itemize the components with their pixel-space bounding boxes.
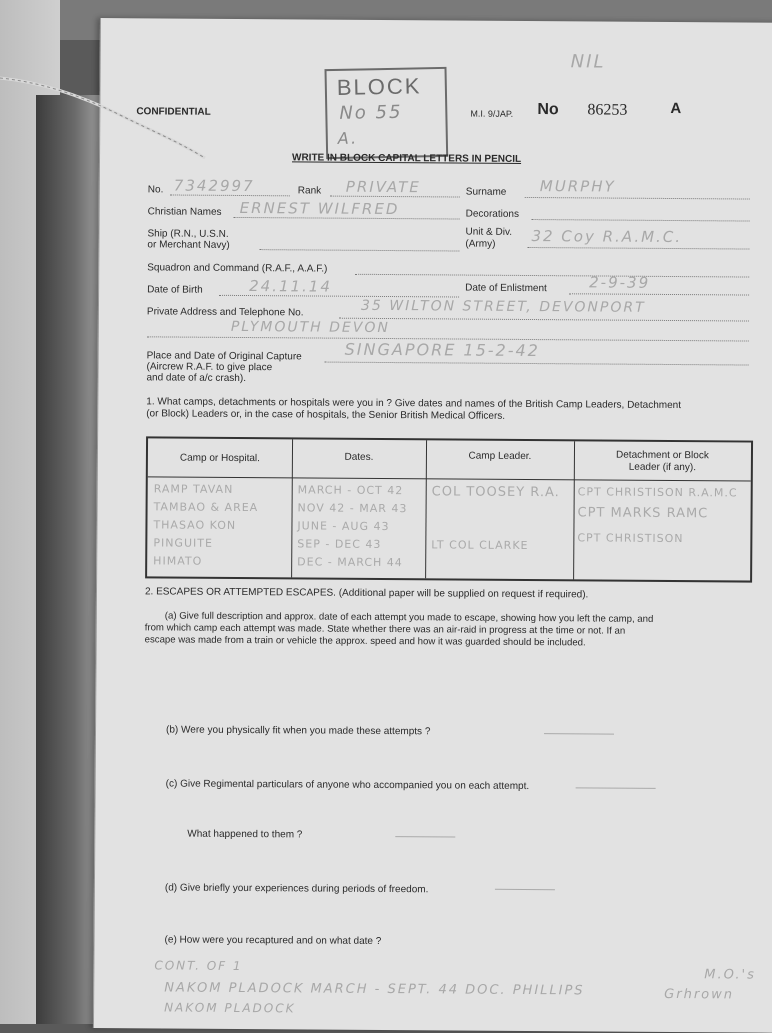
col-camp-header: Camp or Hospital. — [179, 452, 260, 465]
capture-label-1: Place and Date of Original Capture — [146, 350, 302, 363]
rank-label: Rank — [297, 185, 322, 197]
squadron-line — [355, 274, 749, 278]
row-dates: DEC - MARCH 44 — [297, 555, 403, 570]
q2e-text: (e) How were you recaptured and on what date ? — [164, 934, 382, 947]
capture-label-3: and date of a/c crash). — [146, 372, 247, 385]
row-camp: HIMATO — [153, 554, 203, 568]
bottom-note-1: CONT. OF 1 — [154, 958, 243, 974]
surname-value: MURPHY — [539, 177, 616, 196]
row-detach: CPT CHRISTISON — [577, 531, 684, 546]
q2c-sub-mark — [395, 836, 455, 837]
unit-label-2: (Army) — [465, 238, 496, 250]
table-header-line — [148, 476, 751, 481]
row-camp: RAMP TAVAN — [153, 482, 234, 496]
capture-line — [325, 362, 749, 366]
decorations-label: Decorations — [465, 208, 520, 220]
row-dates: SEP - DEC 43 — [297, 537, 382, 551]
address-line-1 — [339, 318, 749, 322]
unit-value: 32 Coy R.A.M.C. — [531, 227, 683, 247]
confidential-label: CONFIDENTIAL — [136, 106, 211, 118]
nil-note: NIL — [570, 51, 606, 73]
q2c-text: (c) Give Regimental particulars of anyone who accompanied you on each attempt. — [165, 778, 530, 793]
q2d-text: (d) Give briefly your experiences during periods of freedom. — [164, 882, 429, 896]
col-leader-header: Camp Leader. — [468, 450, 532, 463]
col-detach-header-1: Detachment or Block — [616, 449, 709, 462]
ship-label-2: or Merchant Navy) — [147, 239, 230, 251]
row-dates: JUNE - AUG 43 — [297, 519, 390, 534]
q2d-mark — [495, 889, 555, 890]
row-detach: CPT MARKS RAMC — [577, 505, 709, 522]
bottom-note-3: NAKOM PLADOCK — [164, 1000, 296, 1016]
christian-names-label: Christian Names — [147, 206, 222, 218]
rank-value: PRIVATE — [345, 177, 421, 197]
col-detach-header-2: Leader (if any). — [628, 461, 697, 474]
form-number: 86253 — [587, 101, 628, 119]
instruction-heading: WRITE IN BLOCK CAPITAL LETTERS IN PENCIL — [291, 152, 522, 165]
address-value-1: 35 WILTON STREET, DEVONPORT — [360, 297, 646, 316]
surname-label: Surname — [465, 186, 507, 198]
q2a-line2: from which camp each attempt was made. State whether there was an air-raid in progress at the time or not. If an — [144, 622, 626, 637]
enlistment-label: Date of Enlistment — [465, 282, 547, 295]
q2c-mark — [576, 787, 656, 789]
no-value: 7342997 — [173, 176, 255, 196]
enlistment-value: 2-9-39 — [589, 273, 651, 292]
ship-line — [259, 249, 459, 251]
address-value-2: PLYMOUTH DEVON — [230, 318, 390, 337]
enlistment-line — [569, 293, 749, 295]
q1-text-1: 1. What camps, detachments or hospitals were you in ? Give dates and names of the British Camp Leaders, Detachment — [146, 396, 682, 412]
dob-line — [219, 295, 459, 298]
capture-value: SINGAPORE 15-2-42 — [344, 339, 540, 361]
row-dates: MARCH - OCT 42 — [297, 483, 404, 498]
camps-table — [145, 436, 753, 582]
number-label: No — [537, 101, 559, 119]
q2-heading: 2. ESCAPES OR ATTEMPTED ESCAPES. (Additional paper will be supplied on request if required). — [144, 586, 589, 601]
stamp-line2: No 55 — [339, 101, 403, 124]
q2a-line3: escape was made from a train or vehicle the approx. speed and how it was guarded should be included. — [144, 634, 586, 649]
q2b-mark — [544, 733, 614, 734]
no-label: No. — [147, 184, 164, 196]
col-dates-header: Dates. — [344, 451, 374, 463]
pow-questionnaire-form — [93, 18, 772, 1033]
capture-label-2: (Aircrew R.A.F. to give place — [146, 361, 273, 374]
dob-label: Date of Birth — [147, 284, 203, 296]
form-code: M.I. 9/JAP. — [470, 108, 514, 119]
row-dates: NOV 42 - MAR 43 — [297, 501, 408, 516]
surname-line — [525, 197, 750, 200]
ship-label-1: Ship (R.N., U.S.N. — [147, 228, 229, 240]
row-leader: COL TOOSEY R.A. — [431, 484, 560, 501]
stamp-line1: BLOCK — [336, 73, 422, 100]
row-camp: PINGUITE — [153, 536, 213, 550]
row-camp: THASAO KON — [153, 518, 237, 532]
q2c-sub-text: What happened to them ? — [187, 828, 303, 841]
bottom-note-2: NAKOM PLADOCK MARCH - SEPT. 44 DOC. PHILLIPS — [164, 980, 585, 999]
unit-line — [527, 247, 749, 250]
form-suffix: A — [670, 99, 682, 118]
decorations-line — [532, 219, 750, 222]
squadron-label: Squadron and Command (R.A.F., A.A.F.) — [147, 262, 328, 275]
row-detach: CPT CHRISTISON R.A.M.C — [577, 485, 738, 500]
dob-value: 24.11.14 — [249, 277, 332, 296]
bottom-note-right-2: Grhrown — [664, 986, 735, 1003]
stamp-line3: A. — [337, 128, 359, 148]
row-camp: TAMBAO & AREA — [153, 500, 259, 515]
q1-text-2: (or Block) Leaders or, in the case of hospitals, the Senior British Medical Officers. — [146, 408, 506, 422]
block-stamp — [324, 67, 448, 159]
address-label: Private Address and Telephone No. — [146, 306, 304, 319]
bottom-note-right: M.O.'s — [704, 967, 756, 983]
christian-names-value: ERNEST WILFRED — [239, 198, 400, 219]
q2a-line1: (a) Give full description and approx. date of each attempt you made to escape, showing how you left the camp, and — [164, 610, 654, 625]
q2b-text: (b) Were you physically fit when you made these attempts ? — [165, 724, 431, 738]
binding-string — [0, 60, 210, 170]
unit-label-1: Unit & Div. — [465, 226, 513, 238]
row-leader: LT COL CLARKE — [431, 538, 529, 553]
